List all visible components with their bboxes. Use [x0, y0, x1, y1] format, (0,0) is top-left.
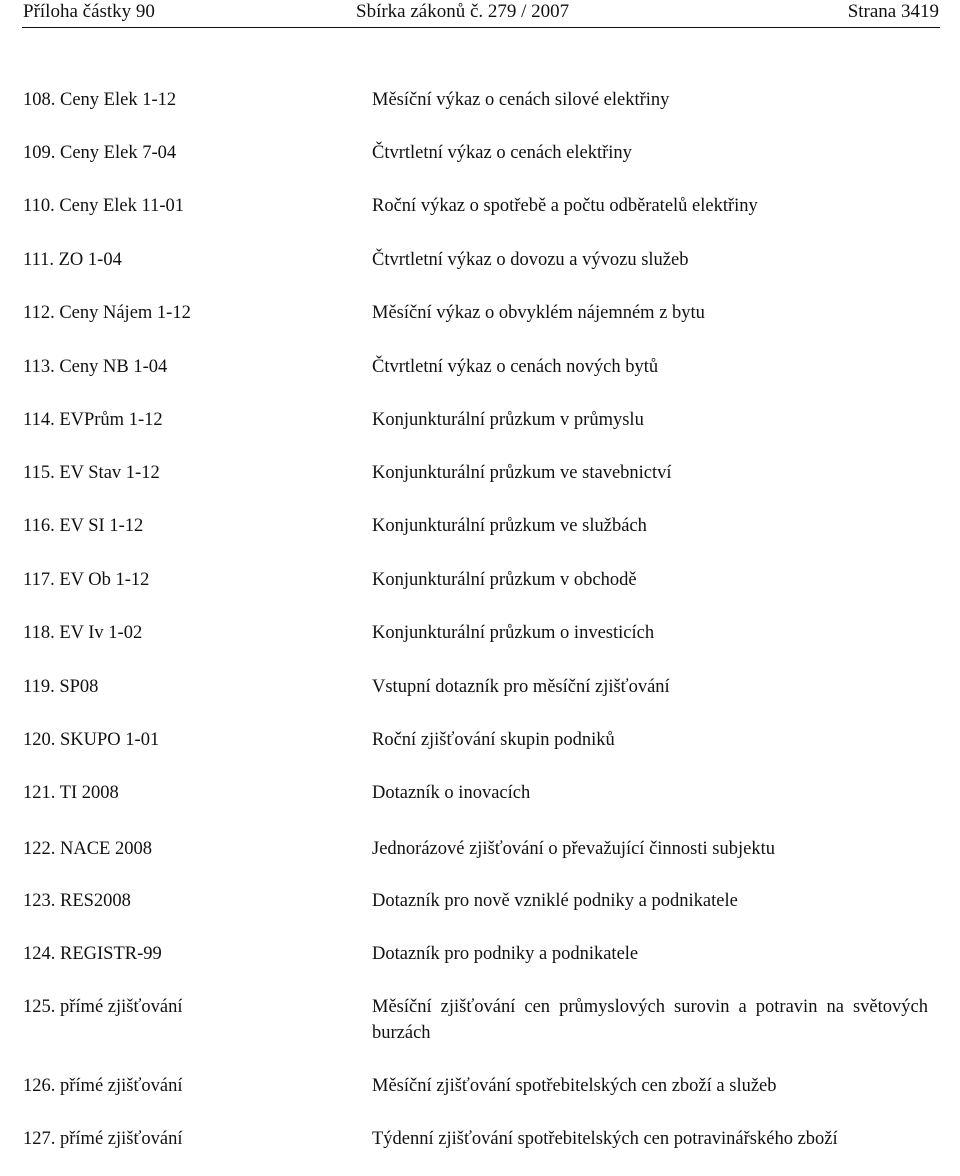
header-page-number: Strana 3419	[847, 1, 939, 22]
entry-description: Roční zjišťování skupin podniků	[372, 730, 615, 750]
entry-code: 124. REGISTR-99	[23, 944, 162, 964]
entry-code: 119. SP08	[23, 677, 99, 697]
entry-code: 127. přímé zjišťování	[23, 1129, 183, 1149]
entry-description: Dotazník o inovacích	[372, 783, 531, 803]
entry-description: Roční výkaz o spotřebě a počtu odběratelů elektřiny	[372, 196, 758, 216]
entry-code: 111. ZO 1-04	[23, 250, 122, 270]
entry-description: Konjunkturální průzkum v průmyslu	[372, 410, 644, 430]
entry-code: 110. Ceny Elek 11-01	[23, 196, 184, 216]
entry-description: Konjunkturální průzkum o investicích	[372, 623, 655, 643]
entry-code: 114. EVPrům 1-12	[23, 410, 163, 430]
entry-code: 113. Ceny NB 1-04	[23, 357, 168, 377]
entry-code: 122. NACE 2008	[23, 839, 152, 859]
entry-code: 116. EV SI 1-12	[23, 516, 144, 536]
entry-description: Měsíční zjišťování spotřebitelských cen zboží a služeb	[372, 1076, 777, 1096]
entry-code: 125. přímé zjišťování	[23, 997, 183, 1017]
entry-code: 108. Ceny Elek 1-12	[23, 90, 177, 110]
entry-code: 109. Ceny Elek 7-04	[23, 143, 177, 163]
entry-description: Konjunkturální průzkum v obchodě	[372, 570, 637, 590]
header-attachment-label: Příloha částky 90	[23, 1, 155, 22]
entry-description: Konjunkturální průzkum ve stavebnictví	[372, 463, 672, 483]
entry-code: 118. EV Iv 1-02	[23, 623, 143, 643]
entry-description: Dotazník pro podniky a podnikatele	[372, 944, 639, 964]
entry-description: Čtvrtletní výkaz o cenách nových bytů	[372, 357, 659, 377]
entry-description: Vstupní dotazník pro měsíční zjišťování	[372, 677, 670, 697]
entry-code: 112. Ceny Nájem 1-12	[23, 303, 191, 323]
entry-code: 126. přímé zjišťování	[23, 1076, 183, 1096]
entry-description: Konjunkturální průzkum ve službách	[372, 516, 647, 536]
entry-description: Čtvrtletní výkaz o cenách elektřiny	[372, 143, 632, 163]
entry-code: 115. EV Stav 1-12	[23, 463, 160, 483]
entry-code: 121. TI 2008	[23, 783, 119, 803]
entry-description: Jednorázové zjišťování o převažující činnosti subjektu	[372, 839, 775, 859]
entry-description: Měsíční výkaz o obvyklém nájemném z bytu	[372, 303, 705, 323]
header-collection-title: Sbírka zákonů č. 279 / 2007	[356, 1, 570, 22]
entry-description: Měsíční zjišťování cen průmyslových surovin a potravin na světových burzách	[372, 997, 928, 1043]
entry-code: 117. EV Ob 1-12	[23, 570, 150, 590]
entry-code: 120. SKUPO 1-01	[23, 730, 160, 750]
entry-description: Týdenní zjišťování spotřebitelských cen potravinářského zboží	[372, 1129, 838, 1149]
entry-description: Měsíční výkaz o cenách silové elektřiny	[372, 90, 670, 110]
entry-code: 123. RES2008	[23, 891, 131, 911]
entry-description: Čtvrtletní výkaz o dovozu a vývozu služeb	[372, 250, 689, 270]
entry-description: Dotazník pro nově vzniklé podniky a podnikatele	[372, 891, 738, 911]
